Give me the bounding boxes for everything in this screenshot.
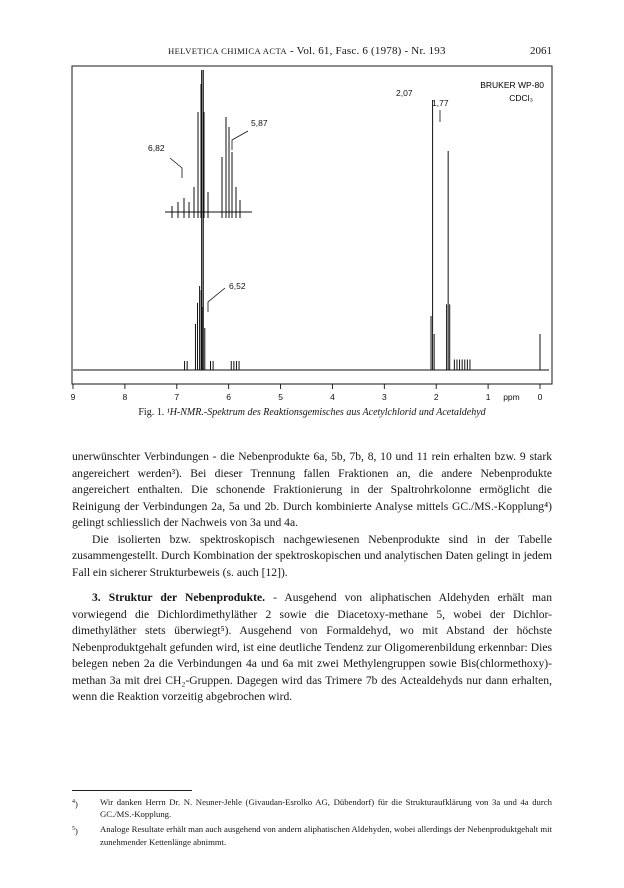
spectrum-trace-layer [73,70,549,370]
axis-tick-label-9: 9 [70,392,76,402]
axis-tick-label-0: 0 [537,392,543,402]
axis-tick-label-5: 5 [278,392,283,402]
paragraph-2: Die isolierten bzw. spektroskopisch nachgewiesenen Nebenprodukte sind in der Tabelle zusammengestellt. Durch Kombination der spektroskopischen und analytischen Daten gelingt in jedem Fall ein sicherer Strukturbeweis (s. auch [12]). [72,532,552,579]
footnote-mark: $^4$) [72,798,78,809]
axis-tick-label-3: 3 [381,392,387,402]
peak-leader [208,288,225,312]
journal-volume: - Vol. 61, Fasc. 6 (1978) - Nr. 193 [290,45,446,57]
solvent-label: CDCl₃ [509,93,533,103]
journal-name: HELVETICA CHIMICA ACTA [168,46,288,56]
spectrum-frame [72,66,552,384]
paragraph-1: unerwünschter Verbindungen - die Nebenprodukte 6a, 5b, 7b, 8, 10 und 11 rein erhalten bzw. 9 stark angereichert werden³). Bei dieser Trennung fallen Fraktionen an, die andere Nebenprodukte angereichert enthalten. Die schonende Fraktionierung in der Spaltrohrkolonne ermöglicht die Reinigung der Verbindungen 2a, 5a und 2b. Durch kombinierte Analyse mittels GC./MS.-Kopplung⁴) gelingt schliesslich der Nachweis von 3a und 4a. [72,450,552,529]
footnote-text: Wir danken Herrn Dr. N. Neuner-Jehle (Givaudan-Esrolko AG, Dübendorf) für die Strukturaufklärung von 3a und 4a durch GC./MS.-Kopplung. [100,797,552,820]
footnote-5 [72,823,552,847]
paragraph-3-text: - Ausgehend von aliphatischen Aldehyden erhält man vorwiegend die Dichlordimethyläther 2 sowie die Diacetoxy-methane 5, wobei der Dichlor-dimethyläther stets überwiegt⁵). Ausgehend von Formaldehyd, wo mit Abstand der höchste Nebenproduktgehalt gefunden wird, ist eine deutliche Tendenz zur Oligomerenbildung erkennbar: Dies belegen neben 2a die Verbindungen 4a und 6a mit zwei Methylengruppen sowie Bis(chlormethoxy)-methan 3a mit drei CH₂-Gruppen. Dagegen wird das Trimere 7b des Actealdehyds nur dann erhalten, wenn die Reaktion vorzeitig abgebrochen wird. [72,591,552,703]
body-text [72,449,552,706]
peak-label-5-87: 5,87 [251,118,268,128]
peak-label-1-77: 1,77 [432,98,449,108]
page-number: 2061 [530,45,552,57]
axis-tick-label-1: 1 [485,392,491,402]
footnote-text: Analoge Resultate erhält man auch ausgehend von andern aliphatischen Aldehyden, wobei allerdings der Nebenproduktgehalt mit zunehmender Kettenlänge abnimmt. [100,824,552,847]
peak-label-6-82: 6,82 [148,143,165,153]
nmr-spectrum-figure [0,0,624,410]
instrument-label: BRUKER WP-80 [480,80,544,90]
ppm-axis [71,384,549,402]
peak-label-6-52: 6,52 [229,281,246,291]
footnote-mark: $^5$) [72,826,78,837]
axis-tick-label-2: 2 [433,392,439,402]
footnote-4 [72,796,552,820]
peak-leader [170,158,182,178]
caption-label: Fig. 1. [138,407,165,418]
peak-leader [232,131,248,150]
axis-tick-label-7: 7 [174,392,180,402]
footnotes [72,796,552,851]
footnote-rule [72,790,192,791]
axis-unit-label: ppm [503,392,520,402]
paragraph-3 [72,590,552,706]
axis-tick-label-4: 4 [330,392,335,402]
section-heading: 3. Struktur der Nebenprodukte. [92,591,266,604]
axis-tick-label-6: 6 [226,392,232,402]
peak-label-2-07: 2,07 [396,88,413,98]
axis-tick-label-8: 8 [122,392,128,402]
figure-caption [0,407,624,418]
caption-text: ¹H-NMR.-Spektrum des Reaktionsgemisches aus Acetylchlorid und Acetaldehyd [166,407,486,418]
